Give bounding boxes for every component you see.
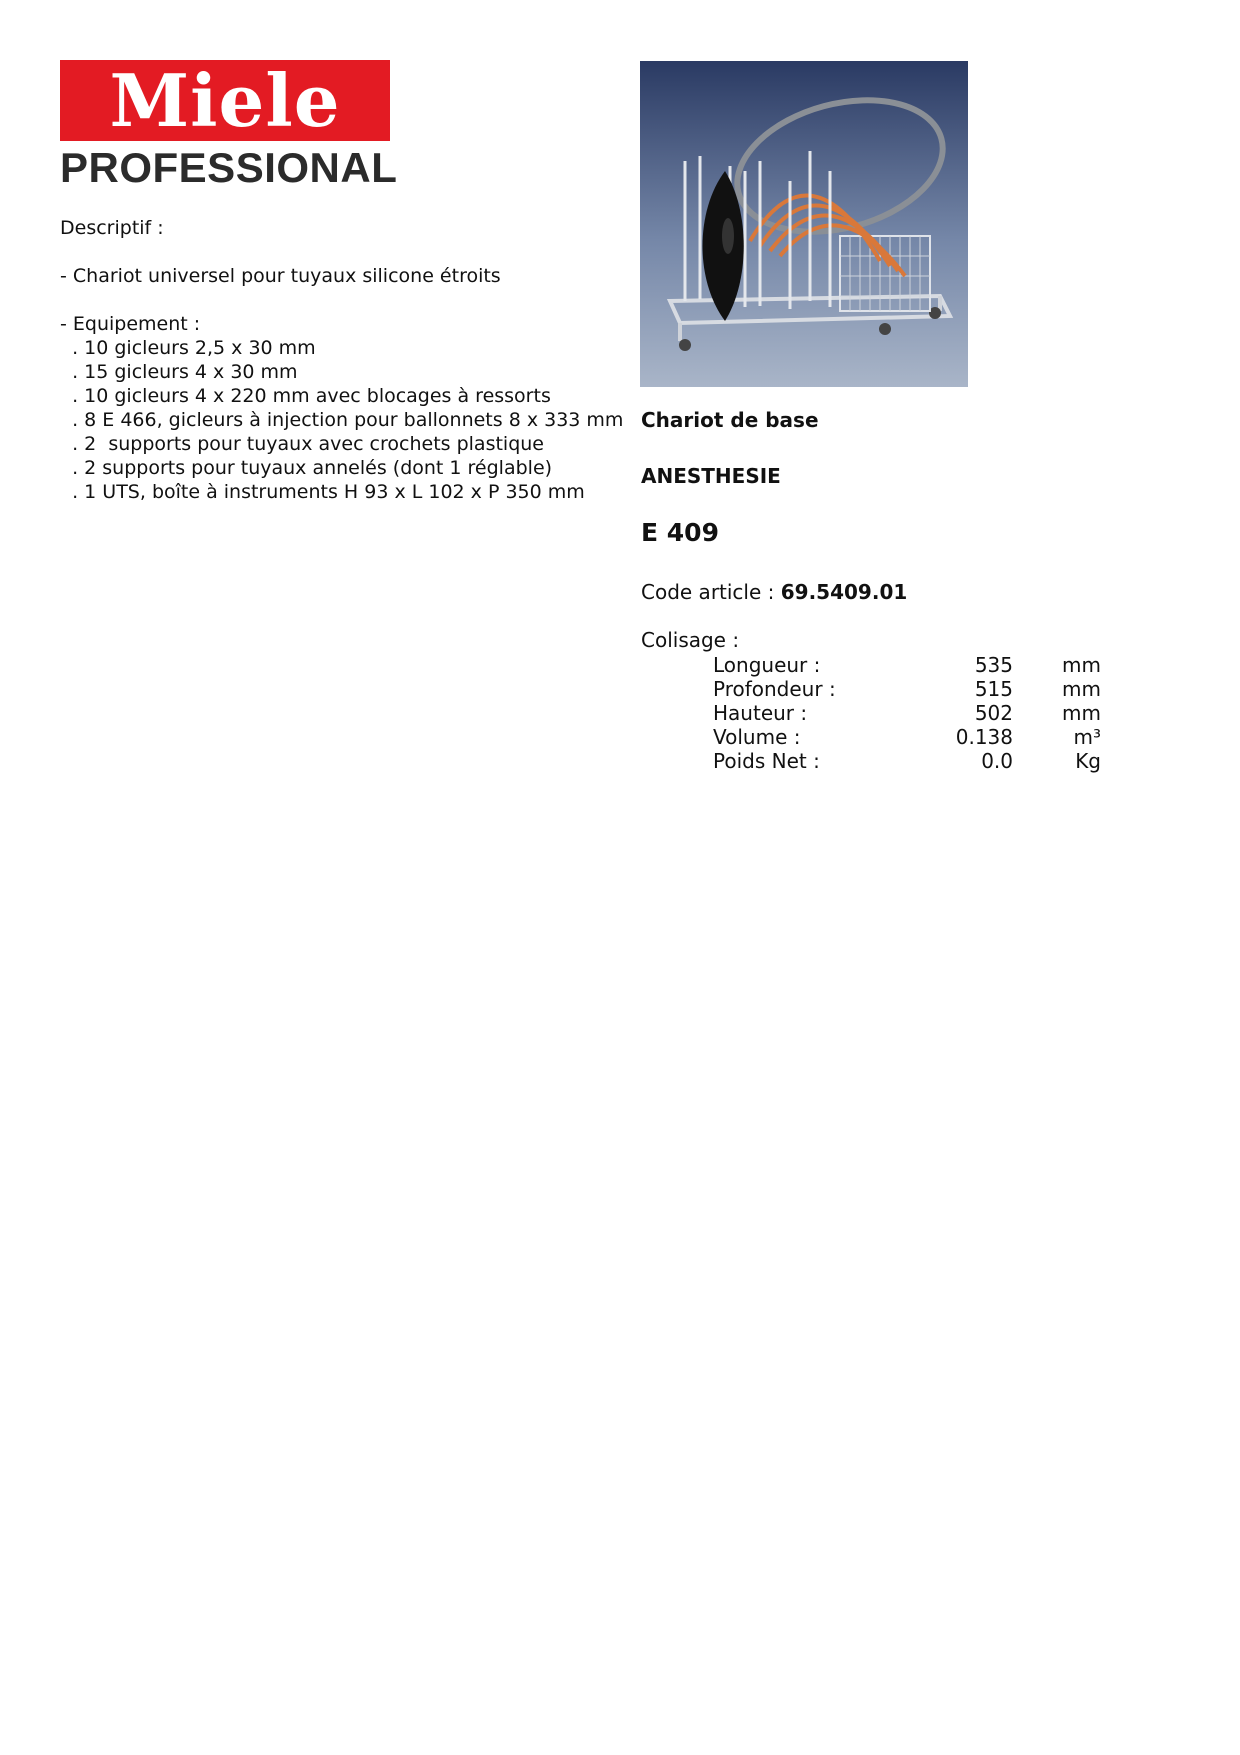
packaging-unit: mm xyxy=(1062,701,1101,725)
packaging-label: Longueur : xyxy=(713,653,821,677)
packaging-unit: m³ xyxy=(1073,725,1101,749)
packaging-unit: mm xyxy=(1062,677,1101,701)
product-photo xyxy=(640,61,968,387)
packaging-unit: mm xyxy=(1062,653,1101,677)
equipment-item: . 2 supports pour tuyaux avec crochets plastique xyxy=(60,433,544,455)
logo-red-band xyxy=(60,57,390,143)
product-category: Chariot de base xyxy=(641,408,819,432)
packaging-row xyxy=(713,749,1101,773)
equipment-item: . 1 UTS, boîte à instruments H 93 x L 102 x P 350 mm xyxy=(60,481,585,503)
packaging-label: Profondeur : xyxy=(713,677,836,701)
product-model: E 409 xyxy=(641,518,719,547)
packaging-row xyxy=(713,677,1101,701)
equipment-item: . 10 gicleurs 2,5 x 30 mm xyxy=(60,337,316,359)
packaging-row xyxy=(713,701,1101,725)
packaging-table xyxy=(713,653,1101,773)
product-department: ANESTHESIE xyxy=(641,464,781,488)
article-code xyxy=(641,580,907,604)
equipment-item: . 10 gicleurs 4 x 220 mm avec blocages à ressorts xyxy=(60,385,551,407)
miele-logo xyxy=(60,57,398,191)
packaging-value: 502 xyxy=(974,701,1013,725)
description-heading: Descriptif : xyxy=(60,217,164,239)
packaging-label: Hauteur : xyxy=(713,701,808,725)
description-summary: - Chariot universel pour tuyaux silicone étroits xyxy=(60,265,501,287)
equipment-item: . 2 supports pour tuyaux annelés (dont 1 réglable) xyxy=(60,457,553,479)
equipment-item: . 8 E 466, gicleurs à injection pour ballonnets 8 x 333 mm xyxy=(60,409,624,431)
description-block xyxy=(60,216,623,504)
packaging-row xyxy=(713,653,1101,677)
logo-subtitle: PROFESSIONAL xyxy=(60,144,398,191)
logo-brand: Miele xyxy=(109,57,341,143)
packaging-value: 0.0 xyxy=(981,749,1013,773)
equipment-heading: - Equipement : xyxy=(60,313,201,335)
packaging-value: 0.138 xyxy=(955,725,1013,749)
packaging-value: 535 xyxy=(974,653,1013,677)
equipment-item: . 15 gicleurs 4 x 30 mm xyxy=(60,361,298,383)
packaging-title: Colisage : xyxy=(641,628,740,652)
article-code-value: 69.5409.01 xyxy=(780,580,908,604)
packaging-label: Volume : xyxy=(713,725,801,749)
packaging-unit: Kg xyxy=(1075,749,1101,773)
packaging-label: Poids Net : xyxy=(713,749,820,773)
article-code-label: Code article : xyxy=(641,580,781,604)
packaging-value: 515 xyxy=(974,677,1013,701)
packaging-row xyxy=(713,725,1101,749)
